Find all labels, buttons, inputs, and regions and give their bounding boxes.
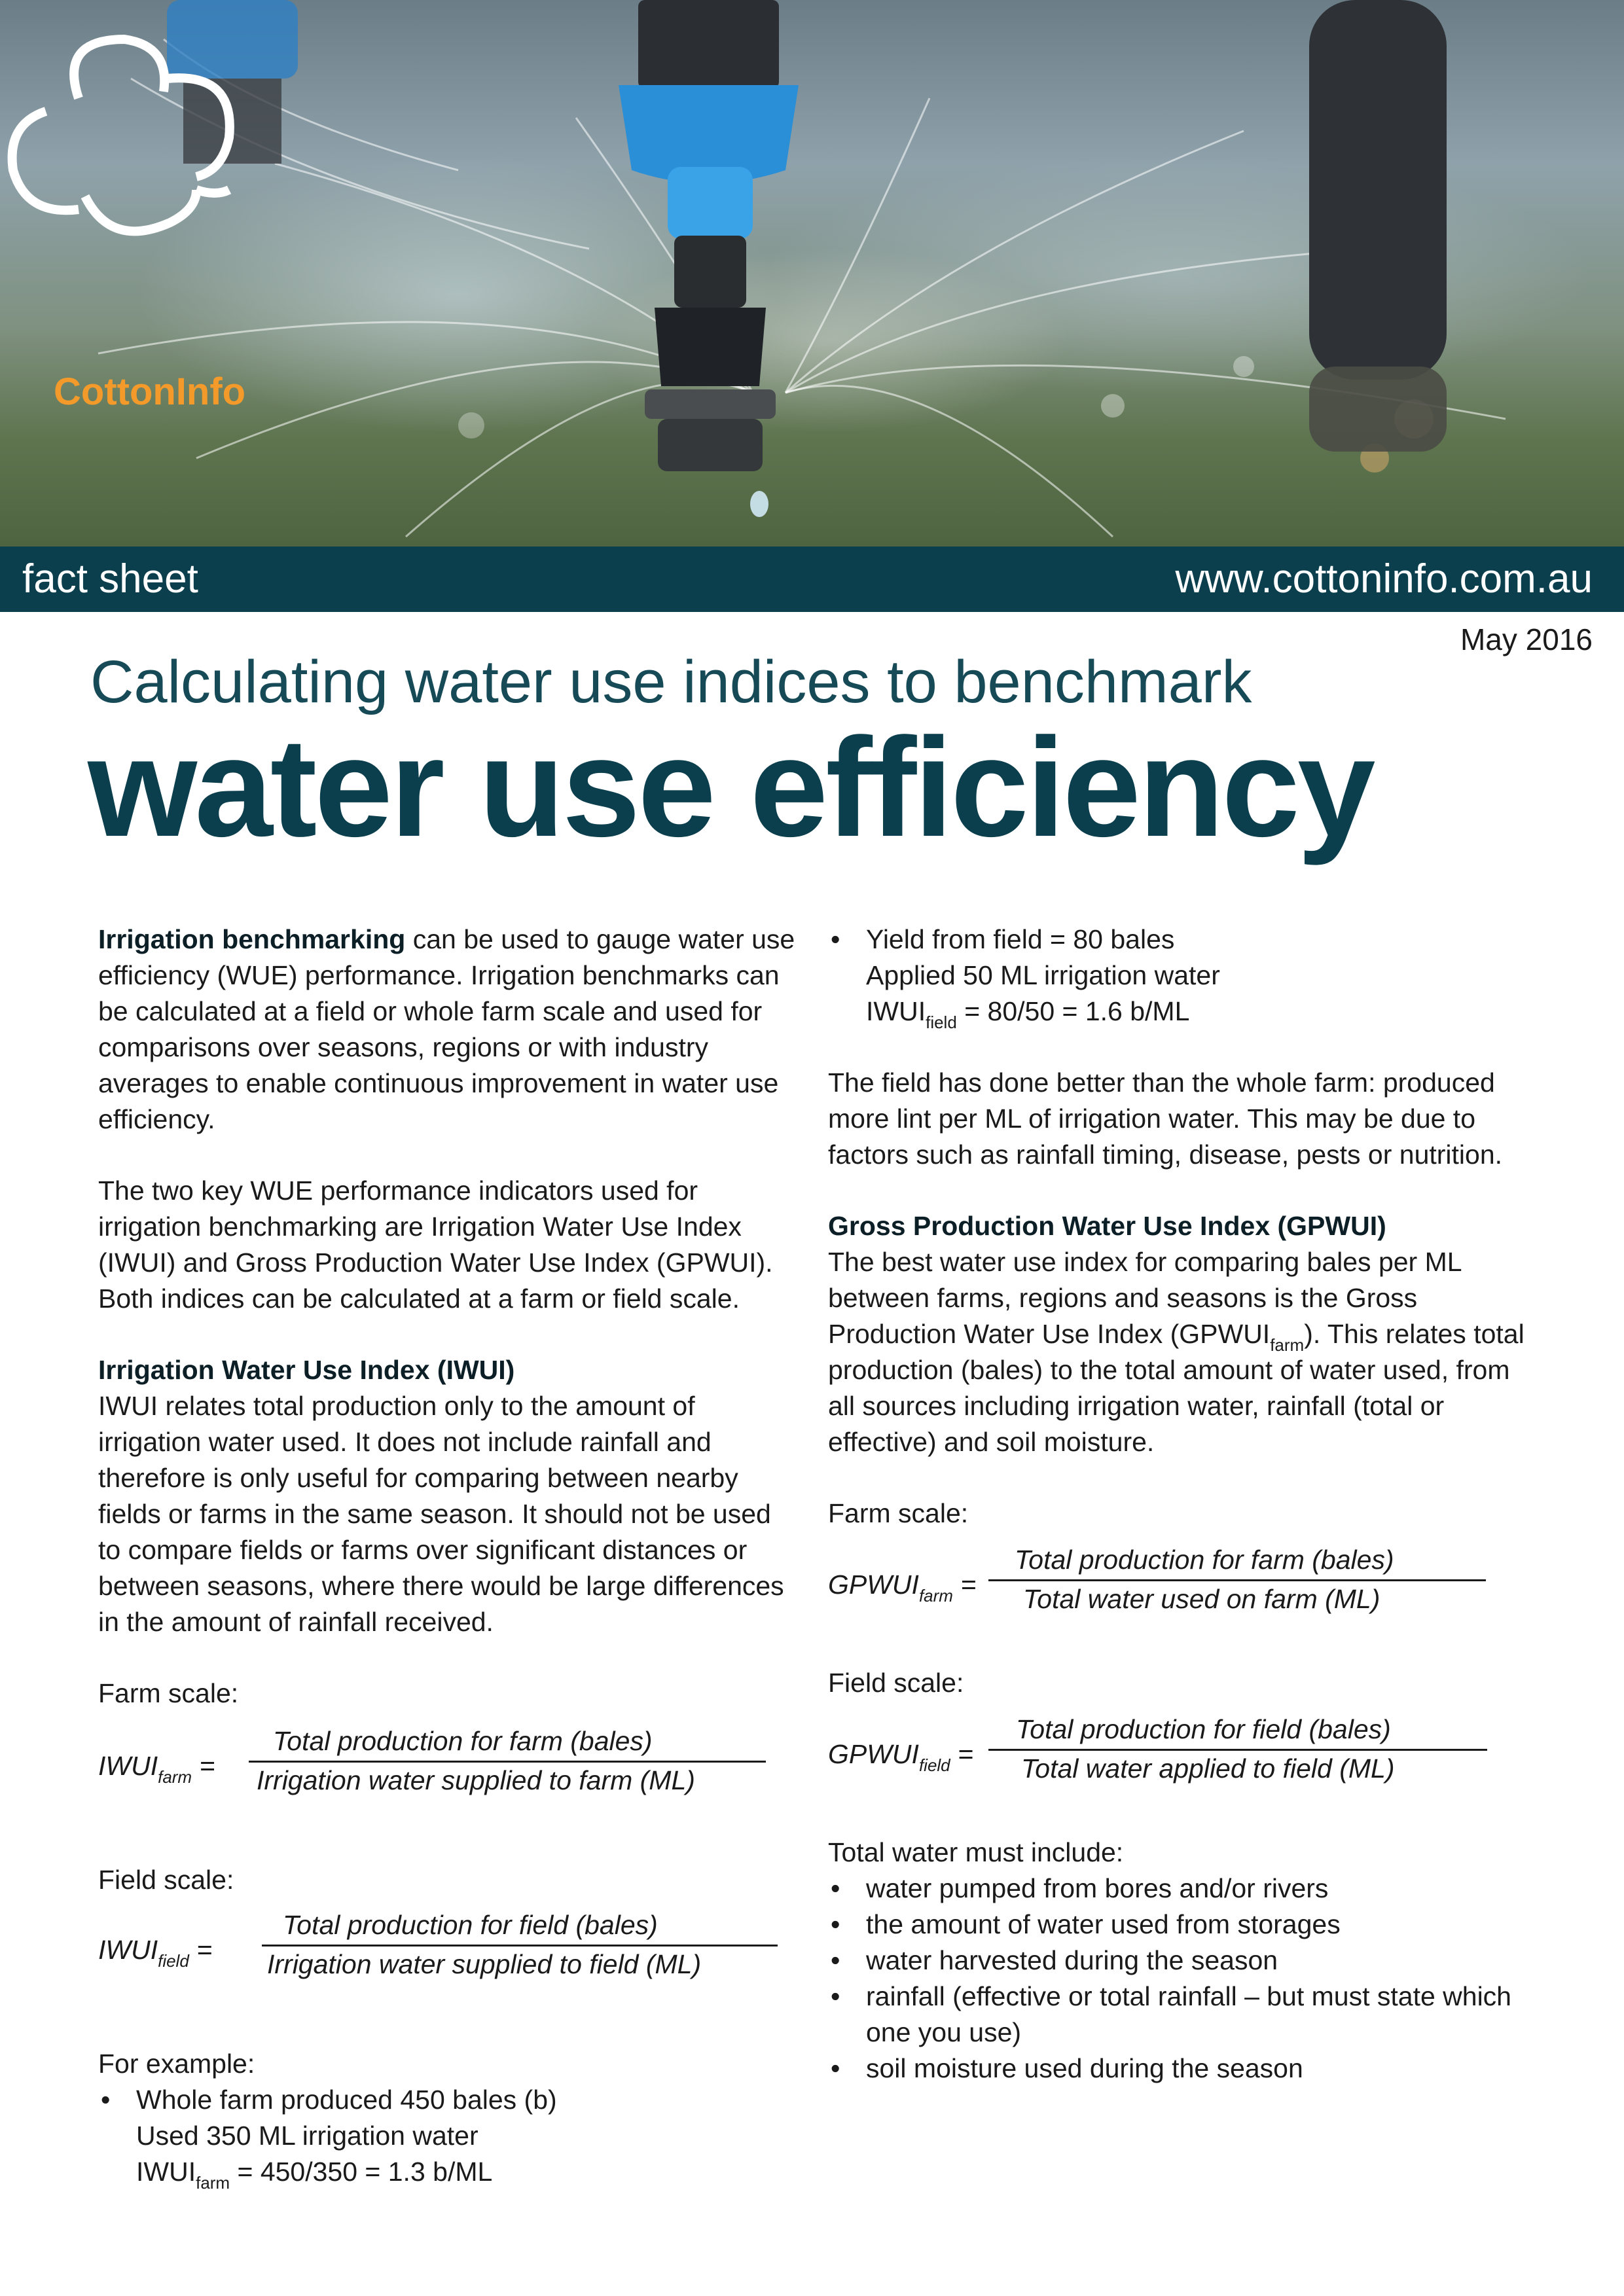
hero-photo: [0, 0, 1624, 547]
list-item: • water pumped from bores and/or rivers: [828, 1871, 1542, 1907]
formula-lhs: $IWUI_{farm}$ =: [98, 1751, 215, 1787]
header-banner: [0, 547, 1624, 612]
page-subtitle: Calculating water use indices to benchmark: [90, 649, 1252, 715]
gpwui-field-scale-label: Field scale:: [828, 1668, 964, 1698]
list-item: • soil moisture used during the season: [828, 2051, 1542, 2087]
total-water-list: [828, 1871, 1542, 2087]
example-label: For example:: [98, 2049, 255, 2079]
list-item: • the amount of water used from storages: [828, 1907, 1542, 1943]
page-title: water use efficiency: [88, 708, 1373, 866]
intro-bold: Irrigation benchmarking: [98, 924, 406, 954]
indicators-paragraph: The two key WUE performance indicators used for irrigation benchmarking are Irrigation Water Use Index (IWUI) and Gross Production Water Use Index (GPWUI). Both indices can be calculated at a farm or field scale.: [98, 1175, 773, 1314]
left-column: [98, 922, 799, 2193]
formula-lhs: $GPWUI_{farm}$ =: [828, 1570, 977, 1605]
gpwui-heading: Gross Production Water Use Index (GPWUI): [828, 1211, 1386, 1241]
logo-text: CottonInfo: [54, 370, 246, 413]
formula-numerator: Total production for farm (bales): [273, 1726, 653, 1756]
list-item: • rainfall (effective or total rainfall – but must state which one you use): [828, 1979, 1542, 2051]
iwui-heading: Irrigation Water Use Index (IWUI): [98, 1355, 515, 1385]
formula-numerator: Total production for farm (bales): [1015, 1545, 1394, 1575]
formula-lhs: $GPWUI_{field}$ =: [828, 1739, 973, 1775]
gpwui-farm-scale-label: Farm scale:: [828, 1498, 969, 1528]
gpwui-paragraph: The best water use index for comparing bales per ML between farms, regions and seasons is the Gross Production Water Use Index $(GPWUI_{farm})$. This relates total production (bales) to the total amount of water used, from all sources including irrigation water, rainfall (total or effective) and soil moisture.: [828, 1247, 1525, 1457]
website-link[interactable]: www.cottoninfo.com.au: [1175, 556, 1593, 601]
formula-denominator: Total water used on farm (ML): [1023, 1584, 1380, 1614]
total-water-label: Total water must include:: [828, 1837, 1124, 1867]
gpwui-farm-formula: [828, 1542, 1542, 1640]
formula-numerator: Total production for field (bales): [283, 1910, 658, 1940]
intro-paragraph: [98, 922, 799, 1138]
iwui-farm-scale-label: Farm scale:: [98, 1678, 239, 1708]
list-item: • water harvested during the season: [828, 1943, 1542, 1979]
publication-date: May 2016: [1460, 622, 1593, 656]
comparison-paragraph: The field has done better than the whole farm: produced more lint per ML of irrigation water. This may be due to factors such as rainfall timing, disease, pests or nutrition.: [828, 1067, 1503, 1170]
formula-denominator: Irrigation water supplied to field (ML): [267, 1949, 702, 1979]
iwui-farm-formula: [98, 1723, 799, 1821]
formula-denominator: Total water applied to field (ML): [1021, 1753, 1395, 1784]
list-item: • Yield from field = 80 bales Applied 50 ML irrigation water $IWUI_{field} = 80/50 = 1.6$ b/ML: [828, 922, 1542, 1030]
intro-text: can be used to gauge water use efficiency (WUE) performance. Irrigation benchmarks can be calculated at a field or whole farm scale and used for comparisons over seasons, regions or with industry averages to enable continuous improvement in water use efficiency.: [98, 924, 795, 1134]
right-column: [828, 922, 1542, 2087]
fact-sheet-label: fact sheet: [22, 556, 198, 601]
iwui-field-scale-label: Field scale:: [98, 1865, 234, 1895]
field-example-list: [828, 922, 1542, 1030]
iwui-paragraph: IWUI relates total production only to the amount of irrigation water used. It does not include rainfall and therefore is only useful for comparing between nearby fields or farms in the same season. It should not be used to compare fields or farms over significant distances or between seasons, where there would be large differences in the amount of rainfall received.: [98, 1391, 784, 1637]
example-list: [98, 2082, 799, 2193]
formula-denominator: Irrigation water supplied to farm (ML): [257, 1765, 695, 1795]
list-item: • Whole farm produced 450 bales (b) Used 350 ML irrigation water $IWUI_{farm} = 450/350 = 1.3$ b/ML: [98, 2082, 799, 2190]
cottoninfo-logo: [0, 0, 249, 249]
gpwui-field-formula: [828, 1712, 1542, 1810]
formula-lhs: $IWUI_{field}$ =: [98, 1935, 213, 1971]
formula-numerator: Total production for field (bales): [1016, 1714, 1391, 1744]
iwui-field-formula: [98, 1907, 799, 2005]
